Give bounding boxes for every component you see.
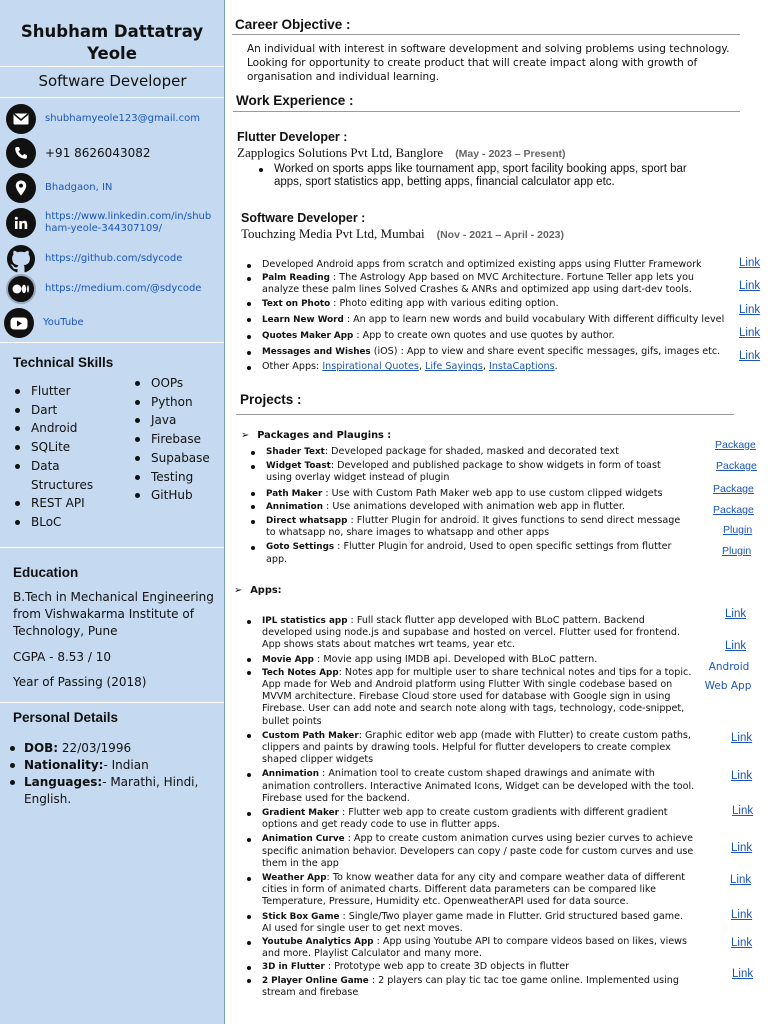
app-item: Movie App : Movie app using IMDB api. Developed with BLoC pattern.	[243, 654, 695, 666]
project-link[interactable]: Link	[739, 257, 761, 269]
app-item: Animation Curve : App to create custom animation curves using bezier curves to achieve specific animation behavior. Developers can copy / paste code for custom curves and use them in the app	[243, 833, 695, 870]
personal-nationality: Nationality:- Indian	[8, 757, 220, 774]
other-app-link[interactable]: InstaCaptions	[488, 361, 555, 373]
skill-item: Dart	[12, 401, 122, 420]
github-link[interactable]: https://github.com/sdycode	[45, 253, 183, 264]
personal-details-list	[8, 740, 220, 808]
skill-item: Data Structures	[12, 457, 108, 494]
location-icon	[6, 173, 36, 203]
skills-heading: Technical Skills	[13, 355, 114, 370]
divider	[232, 34, 740, 35]
job-title: Flutter Developer :	[237, 130, 348, 144]
apps-heading: ➢ Apps:	[234, 585, 282, 596]
apps-list	[243, 615, 695, 999]
job-bullet: Developed Android apps from scratch and optimized existing apps using Flutter Framework	[243, 259, 731, 271]
other-app-link[interactable]: Inspirational Quotes	[322, 361, 419, 373]
android-label[interactable]: Android	[708, 661, 750, 673]
arrow-icon: ➢	[234, 585, 243, 596]
medium-link[interactable]: https://medium.com/@sdycode	[45, 283, 202, 294]
job-bullets	[243, 259, 731, 374]
job-bullet: Quotes Maker App : App to create own quotes and use quotes by author.	[243, 330, 731, 342]
app-link[interactable]: Link	[732, 968, 754, 980]
candidate-name: Shubham Dattatray Yeole	[20, 22, 204, 63]
package-item: Goto Settings : Flutter Plugin for android, Used to open specific settings from flutter app.	[247, 541, 683, 565]
job-period: (Nov - 2021 – April - 2023)	[436, 229, 565, 241]
contact-medium[interactable]	[6, 274, 201, 304]
package-item: Annimation : Use animations developed with animation web app in flutter.	[247, 501, 683, 513]
career-heading: Career Objective :	[235, 17, 351, 32]
app-link[interactable]: Link	[732, 805, 754, 817]
job-title: Software Developer :	[241, 211, 366, 225]
project-link[interactable]: Link	[739, 304, 761, 316]
skill-item: SQLite	[12, 438, 122, 457]
contact-location	[6, 173, 112, 203]
location-text: Bhadgaon, IN	[45, 182, 113, 193]
arrow-icon: ➢	[241, 430, 250, 441]
package-item: Direct whatsapp : Flutter Plugin for android. It gives functions to send direct message to whatsapp no, share images to whatsapp and other apps	[247, 515, 683, 539]
personal-heading: Personal Details	[13, 710, 119, 725]
package-item: Path Maker : Use with Custom Path Maker web app to use custom clipped widgets	[247, 488, 683, 500]
personal-dob: DOB: 22/03/1996	[8, 740, 220, 757]
contact-email[interactable]	[6, 104, 200, 134]
app-link[interactable]: Link	[731, 732, 753, 744]
job-bullet: Text on Photo : Photo editing app with various editing option.	[243, 298, 731, 310]
skills-list-secondary	[132, 374, 222, 505]
company-name: Touchzing Media Pvt Ltd, Mumbai (Nov - 2021 – April - 2023)	[241, 226, 565, 241]
education-degree: B.Tech in Mechanical Engineering from Vishwakarma Institute of Technology, Pune	[13, 590, 214, 638]
skill-item: REST API	[12, 494, 122, 513]
linkedin-icon	[6, 208, 36, 238]
education-year: Year of Passing (2018)	[13, 675, 147, 689]
app-link[interactable]: Link	[725, 608, 747, 620]
app-item: 2 Player Online Game : 2 players can play tic tac toe game online. Implemented using stream and firebase	[243, 975, 695, 999]
email-icon	[6, 104, 36, 134]
web-app-label[interactable]: Web App	[704, 680, 752, 692]
sidebar	[0, 0, 225, 1024]
package-link[interactable]: Package	[713, 504, 754, 516]
skills-list-primary	[12, 382, 122, 532]
package-item: Shader Text: Developed package for shaded, masked and decorated text	[247, 446, 683, 458]
job-bullet: Palm Reading : The Astrology App based on MVC Architecture. Fortune Teller app lets you analyze these palm lines Solved Crashes & ANRs and optimized app using dart-dev tools.	[243, 272, 731, 296]
job-bullet: Learn New Word : An app to learn new words and build vocabulary With different difficulty level	[243, 314, 731, 326]
app-item: Tech Notes App: Notes app for multiple user to share technical notes and tips for a topic. App made for Web and Android platform using Flutter With single codebase based on MVVM architecture. Firebase Cloud store used for database with Google sign in using Firebase. User can add note and search note along with tags, technology, code-snippet, bullet points	[243, 667, 695, 728]
skill-item: BLoC	[12, 513, 122, 532]
package-link[interactable]: Package	[715, 439, 756, 451]
education-heading: Education	[13, 565, 79, 580]
medium-icon	[6, 274, 36, 304]
package-item: Widget Toast: Developed and published package to show widgets in form of toast using overlay widget instead of plugin	[247, 460, 683, 484]
personal-languages: Languages:- Marathi, Hindi, English.	[8, 774, 220, 808]
app-item: Weather App: To know weather data for any city and compare weather data of different cities in form of animated charts. Different data parameters can be compared like Temperature, Pressure, Humidity etc. OpenweatherAPI used for data source.	[243, 872, 695, 909]
app-link[interactable]: Link	[731, 909, 753, 921]
skill-item: Testing	[132, 468, 222, 487]
job-bullet: Messages and Wishes (iOS) : App to view and share event specific messages, gifs, images etc.	[243, 346, 731, 358]
youtube-icon	[4, 308, 34, 338]
plugin-link[interactable]: Plugin	[722, 545, 752, 557]
divider	[236, 414, 734, 415]
project-link[interactable]: Link	[739, 280, 761, 292]
app-item: Custom Path Maker: Graphic editor web app (made with Flutter) to create custom paths, clippers and paints by drawing tools. Helpful for flutter developers to create complex shaped clipper widgets	[243, 730, 695, 767]
package-link[interactable]: Package	[716, 460, 757, 472]
divider	[0, 702, 225, 703]
youtube-link[interactable]: YouTube	[43, 317, 84, 328]
skill-item: GitHub	[132, 486, 222, 505]
project-link[interactable]: Link	[739, 327, 761, 339]
contact-github[interactable]	[6, 244, 182, 274]
contact-linkedin[interactable]	[6, 208, 217, 238]
app-item: 3D in Flutter : Prototype web app to create 3D objects in flutter	[243, 961, 695, 973]
phone-icon	[6, 138, 36, 168]
skill-item: Firebase	[132, 430, 222, 449]
app-item: Stick Box Game : Single/Two player game made in Flutter. Grid structured based game. AI used for single user to get next moves.	[243, 911, 695, 935]
app-link[interactable]: Link	[725, 640, 747, 652]
app-item: Youtube Analytics App : App using Youtube API to compare videos based on likes, views and more. Playlist Calculator and many more.	[243, 936, 695, 960]
packages-heading: ➢ Packages and Plaugins :	[241, 430, 392, 441]
skill-item: Flutter	[12, 382, 122, 401]
education-cgpa: CGPA - 8.53 / 10	[13, 650, 111, 664]
packages-list	[247, 446, 683, 566]
skill-item: Android	[12, 419, 122, 438]
contact-youtube[interactable]	[4, 308, 84, 338]
contact-phone[interactable]	[6, 138, 151, 168]
skill-item: OOPs	[132, 374, 222, 393]
job-bullet-other-apps: Other Apps: Inspirational Quotes, Life Sayings, InstaCaptions.	[243, 361, 731, 373]
app-link[interactable]: Link	[731, 937, 753, 949]
app-link[interactable]: Link	[730, 874, 752, 886]
app-item: Annimation : Animation tool to create custom shaped drawings and animate with animation controllers. Interactive Animated Icons, Widget can be developed with the tool. Firebase used for the backend.	[243, 768, 695, 805]
career-objective-text: An individual with interest in software development and solving problems using technology. Looking for opportunity to create product that will create impact along with growth of organisation and individual learning.	[247, 43, 730, 83]
plugin-link[interactable]: Plugin	[723, 524, 753, 536]
divider	[0, 66, 225, 67]
project-link[interactable]: Link	[739, 350, 761, 362]
skill-item: Python	[132, 393, 222, 412]
email-text[interactable]: shubhamyeole123@gmail.com	[45, 113, 200, 124]
package-link[interactable]: Package	[713, 483, 754, 495]
linkedin-link[interactable]: https://www.linkedin.com/in/shubham-yeole-344307109/	[45, 211, 212, 234]
divider	[0, 97, 225, 98]
github-icon	[6, 244, 36, 274]
job-bullet: Worked on sports apps like tournament app, sport facility booking apps, sport bar apps, sport statistics app, betting apps, financial calculator app etc.	[255, 163, 695, 189]
app-item: Gradient Maker : Flutter web app to create custom gradients with different gradient options and get ready code to use in flutter apps.	[243, 807, 695, 831]
divider	[0, 547, 225, 548]
other-app-link[interactable]: Life Sayings	[425, 361, 483, 373]
app-link[interactable]: Link	[731, 770, 753, 782]
job-period: (May - 2023 – Present)	[455, 148, 566, 160]
divider	[0, 342, 225, 343]
work-heading: Work Experience :	[236, 93, 354, 108]
skill-item: Java	[132, 411, 222, 430]
company-name: Zapplogics Solutions Pvt Ltd, Banglore (May - 2023 – Present)	[237, 145, 566, 160]
job-bullets	[255, 163, 695, 189]
phone-text[interactable]: +91 8626043082	[45, 146, 151, 160]
skill-item: Supabase	[132, 449, 222, 468]
projects-heading: Projects :	[240, 392, 302, 407]
job-title: Software Developer	[38, 72, 187, 90]
divider	[233, 111, 740, 112]
app-link[interactable]: Link	[731, 842, 753, 854]
app-item: IPL statistics app : Full stack flutter app developed with BLoC pattern. Backend developed using node.js and supabase and hosted on vercel. Flutter used for frontend. App shows stats about matches wrt teams, year etc.	[243, 615, 695, 652]
